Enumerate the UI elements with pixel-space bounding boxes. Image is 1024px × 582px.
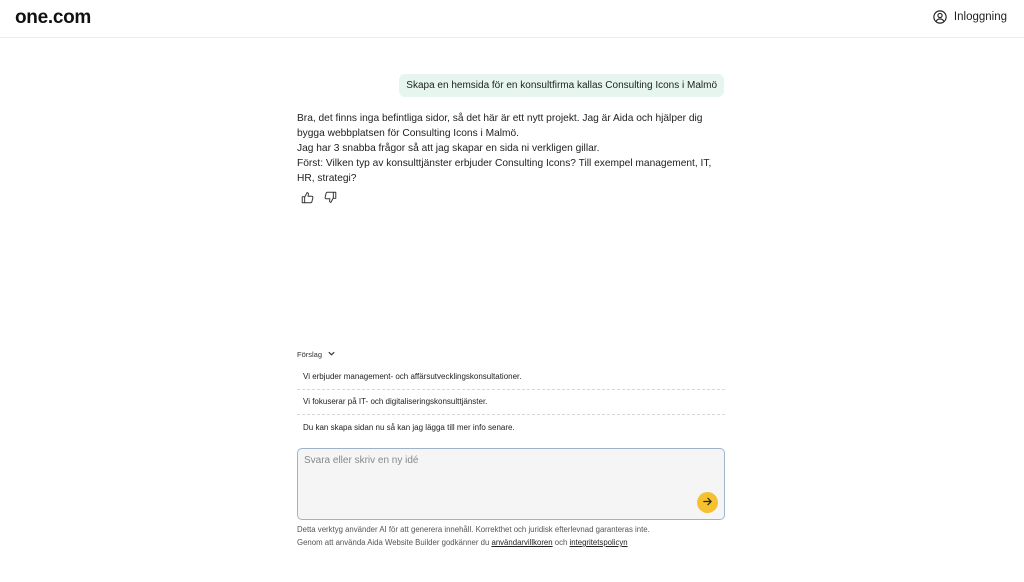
suggestion-item[interactable]: Vi fokuserar på IT- och digitaliseringskonsulttjänster. bbox=[297, 390, 725, 416]
thumbs-down-icon[interactable] bbox=[324, 191, 337, 209]
login-button[interactable] bbox=[933, 10, 1007, 24]
assistant-message-text: Bra, det finns inga befintliga sidor, så det här är ett nytt projekt. Jag är Aida och hjälper dig bygga webbplatsen för Consulting Icons i Malmö. Jag har 3 snabba frågor så att jag skapar en sida ni verkligen gillar. Först: Vilken typ av konsulttjänster erbjuder Consulting Icons? Till exempel management, IT, HR, strategi? bbox=[297, 113, 712, 184]
disclaimer-line-1: Detta verktyg använder AI för att generera innehåll. Korrekthet och juridisk efterlevnad garanteras inte. bbox=[297, 525, 650, 534]
arrow-right-icon bbox=[702, 494, 713, 512]
thumbs-up-icon[interactable] bbox=[301, 191, 314, 209]
message-input[interactable] bbox=[304, 455, 684, 495]
user-message-bubble: Skapa en hemsida för en konsultfirma kallas Consulting Icons i Malmö bbox=[399, 74, 724, 97]
feedback-buttons bbox=[301, 191, 337, 209]
suggestion-item[interactable]: Du kan skapa sidan nu så kan jag lägga till mer info senare. bbox=[303, 423, 515, 433]
user-icon bbox=[933, 10, 947, 24]
top-header bbox=[0, 0, 1024, 38]
one-com-logo[interactable]: one.com bbox=[15, 7, 92, 28]
assistant-message bbox=[297, 111, 727, 186]
disclaimer bbox=[297, 523, 737, 549]
suggestion-item[interactable]: Vi erbjuder management- och affärsutvecklingskonsultationer. bbox=[297, 364, 725, 390]
privacy-link[interactable]: integritetspolicyn bbox=[569, 538, 628, 547]
disclaimer-prefix: Genom att använda Aida Website Builder godkänner du bbox=[297, 538, 492, 547]
login-label: Inloggning bbox=[953, 11, 1007, 23]
chevron-down-icon bbox=[327, 349, 336, 360]
terms-link[interactable]: användarvillkoren bbox=[491, 538, 553, 547]
disclaimer-conjunction: och bbox=[552, 538, 570, 547]
disclaimer-line-2 bbox=[297, 536, 737, 549]
suggestions-list bbox=[297, 364, 725, 441]
send-button[interactable] bbox=[697, 492, 718, 513]
message-input-box bbox=[297, 448, 725, 520]
suggestions-toggle-label: Förslag bbox=[297, 350, 323, 359]
suggestions-toggle[interactable] bbox=[297, 349, 336, 360]
